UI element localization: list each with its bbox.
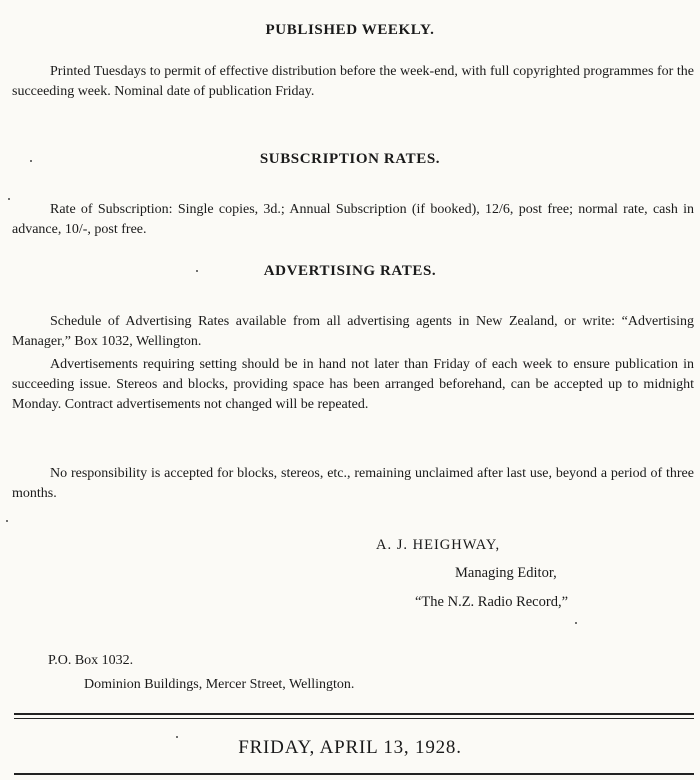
scan-speck bbox=[8, 198, 10, 200]
advertising-setting-text: Advertisements requiring setting should be in hand not later than Friday of each week to ensure publication in succeeding issue. Stereos and blocks, providing space has been arranged beforehand, can be accepted up to midnight Monday. Contract advertisements not changed will be repeated. bbox=[12, 357, 694, 412]
advertising-schedule-text: Schedule of Advertising Rates available from all advertising agents in New Zealand, or write: “Advertising Manager,” Box 1032, Wellington. bbox=[12, 314, 694, 349]
signature-publication: “The N.Z. Radio Record,” bbox=[415, 594, 569, 610]
advertising-setting-paragraph bbox=[12, 355, 694, 415]
published-weekly-heading: PUBLISHED WEEKLY. bbox=[265, 22, 435, 38]
published-weekly-paragraph bbox=[12, 62, 694, 102]
bottom-rule bbox=[14, 773, 694, 775]
signature-title: Managing Editor, bbox=[455, 565, 557, 581]
responsibility-paragraph bbox=[12, 464, 694, 504]
issue-date: FRIDAY, APRIL 13, 1928. bbox=[238, 737, 462, 758]
scan-speck bbox=[196, 270, 198, 272]
published-weekly-text: Printed Tuesdays to permit of effective distribution before the week-end, with full copyrighted programmes for the succeeding week. Nominal date of publication Friday. bbox=[12, 64, 694, 99]
scan-speck bbox=[30, 160, 32, 162]
top-double-rule-lower bbox=[14, 718, 694, 719]
subscription-rates-paragraph bbox=[12, 200, 694, 240]
subscription-rates-heading: SUBSCRIPTION RATES. bbox=[259, 151, 441, 167]
scan-speck bbox=[176, 736, 178, 738]
street-address: Dominion Buildings, Mercer Street, Wellington. bbox=[84, 677, 355, 692]
scan-speck bbox=[6, 520, 8, 522]
top-double-rule-upper bbox=[14, 713, 694, 715]
subscription-rates-text: Rate of Subscription: Single copies, 3d.; Annual Subscription (if booked), 12/6, post free; normal rate, cash in advance, 10/-, post free. bbox=[12, 202, 694, 237]
scan-speck bbox=[575, 622, 577, 624]
responsibility-text: No responsibility is accepted for blocks, stereos, etc., remaining unclaimed after last use, beyond a period of three months. bbox=[12, 466, 694, 501]
advertising-rates-heading: ADVERTISING RATES. bbox=[263, 263, 437, 279]
advertising-schedule-paragraph bbox=[12, 312, 694, 352]
postal-box-address: P.O. Box 1032. bbox=[48, 653, 134, 668]
signature-name: A. J. HEIGHWAY, bbox=[376, 537, 501, 553]
